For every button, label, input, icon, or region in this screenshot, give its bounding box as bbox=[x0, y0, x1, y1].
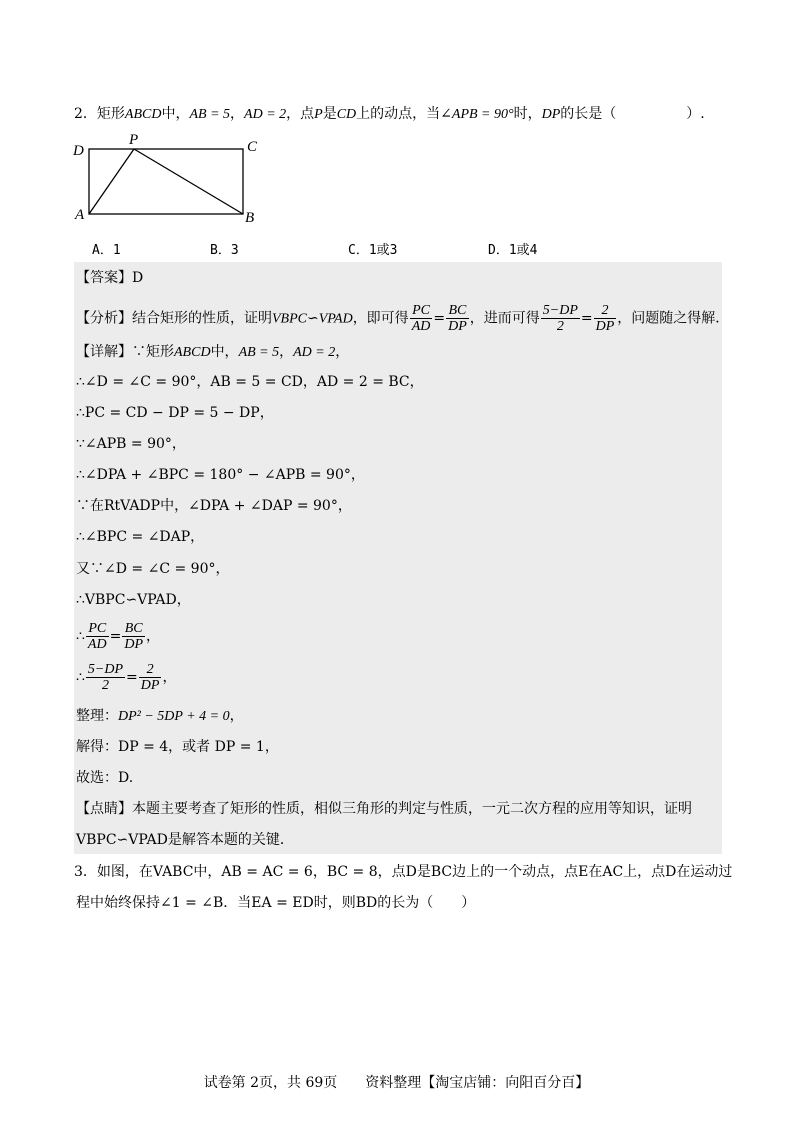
segment-pb bbox=[134, 149, 243, 214]
answer-line: 【答案】D bbox=[76, 270, 144, 286]
detail-line-7: ∴∠BPC = ∠DAP， bbox=[76, 529, 205, 545]
detail-line-9: ∴VBPC∽VPAD， bbox=[76, 592, 191, 608]
detail-line-12: 整理：DP² − 5DP + 4 = 0， bbox=[76, 708, 244, 724]
detail-line-10: ∴ $\frac{PC}{AD}$ = $\frac{BC}{DP}$ ， bbox=[76, 621, 160, 652]
question-2-stem: 2．矩形ABCD中，AB = 5，AD = 2，点P是CD上的动点，当∠APB = 90°时，DP的长是（ ）. bbox=[74, 106, 705, 122]
fraction-5dp-2-b: $\frac{5-DP}{2}$ bbox=[87, 662, 124, 693]
rectangle-figure bbox=[70, 132, 270, 227]
label-b: B bbox=[245, 210, 255, 226]
fraction-pc-ad: $\frac{PC}{AD}$ bbox=[411, 303, 431, 334]
question-3-line-1: 3．如图，在VABC中，AB = AC = 6，BC = 8，点D是BC边上的一个动点，点E在AC上，点D在运动过 bbox=[74, 864, 733, 880]
analysis-line: 【分析】结合矩形的性质，证明VBPC∽VPAD，即可得 $\frac{PC}{AD}$ = $\frac{BC}{DP}$ ，进而可得 $\frac{5-DP}{2}$ = $\frac{2}{DP}$ ，问题随之得解． bbox=[76, 303, 730, 334]
detail-line-5: ∴∠DPA + ∠BPC = 180° − ∠APB = 90°， bbox=[76, 467, 365, 483]
detail-line-13: 解得：DP = 4，或者 DP = 1， bbox=[76, 739, 279, 755]
detail-line-2: ∴∠D = ∠C = 90°，AB = 5 = CD，AD = 2 = BC， bbox=[76, 374, 424, 390]
fraction-bc-dp-2: $\frac{BC}{DP}$ bbox=[124, 621, 143, 652]
detail-line-3: ∴PC = CD − DP = 5 − DP， bbox=[76, 405, 274, 421]
segment-ap bbox=[89, 149, 134, 214]
label-c: C bbox=[247, 139, 258, 155]
detail-line-11: ∴ $\frac{5-DP}{2}$ = $\frac{2}{DP}$ ， bbox=[76, 662, 177, 693]
option-d[interactable]: D．1或4 bbox=[488, 243, 538, 258]
fraction-2-dp-b: $\frac{2}{DP}$ bbox=[140, 662, 160, 693]
fraction-5dp-2: $\frac{5-DP}{2}$ bbox=[542, 303, 578, 334]
fraction-bc-dp: $\frac{BC}{DP}$ bbox=[448, 303, 467, 334]
label-p: P bbox=[129, 132, 139, 148]
option-b[interactable]: B．3 bbox=[210, 243, 239, 258]
label-a: A bbox=[75, 207, 85, 223]
option-a[interactable]: A．1 bbox=[92, 243, 121, 258]
question-3-line-2: 程中始终保持∠1 = ∠B．当EA = ED时，则BD的长为（ ） bbox=[76, 895, 476, 911]
detail-line-4: ∵∠APB = 90°， bbox=[76, 436, 186, 452]
comment-line-1: 【点睛】本题主要考查了矩形的性质，相似三角形的判定与性质，一元二次方程的应用等知识，证明 bbox=[76, 801, 692, 817]
detail-line-14: 故选：D. bbox=[76, 770, 134, 786]
page-footer: 试卷第 2页，共 69页 资料整理【淘宝店铺：向阳百分百】 bbox=[203, 1075, 590, 1091]
label-d: D bbox=[73, 143, 84, 159]
detail-line-1: 【详解】∵矩形ABCD中，AB = 5，AD = 2， bbox=[76, 344, 350, 360]
option-c[interactable]: C．1或3 bbox=[348, 243, 398, 258]
detail-line-6: ∵在RtVADP中，∠DPA + ∠DAP = 90°， bbox=[76, 498, 352, 514]
detail-line-8: 又∵∠D = ∠C = 90°， bbox=[76, 561, 230, 577]
fraction-pc-ad-2: $\frac{PC}{AD}$ bbox=[87, 621, 107, 652]
fraction-2-dp: $\frac{2}{DP}$ bbox=[595, 303, 615, 334]
comment-line-2: VBPC∽VPAD是解答本题的关键． bbox=[76, 832, 294, 848]
